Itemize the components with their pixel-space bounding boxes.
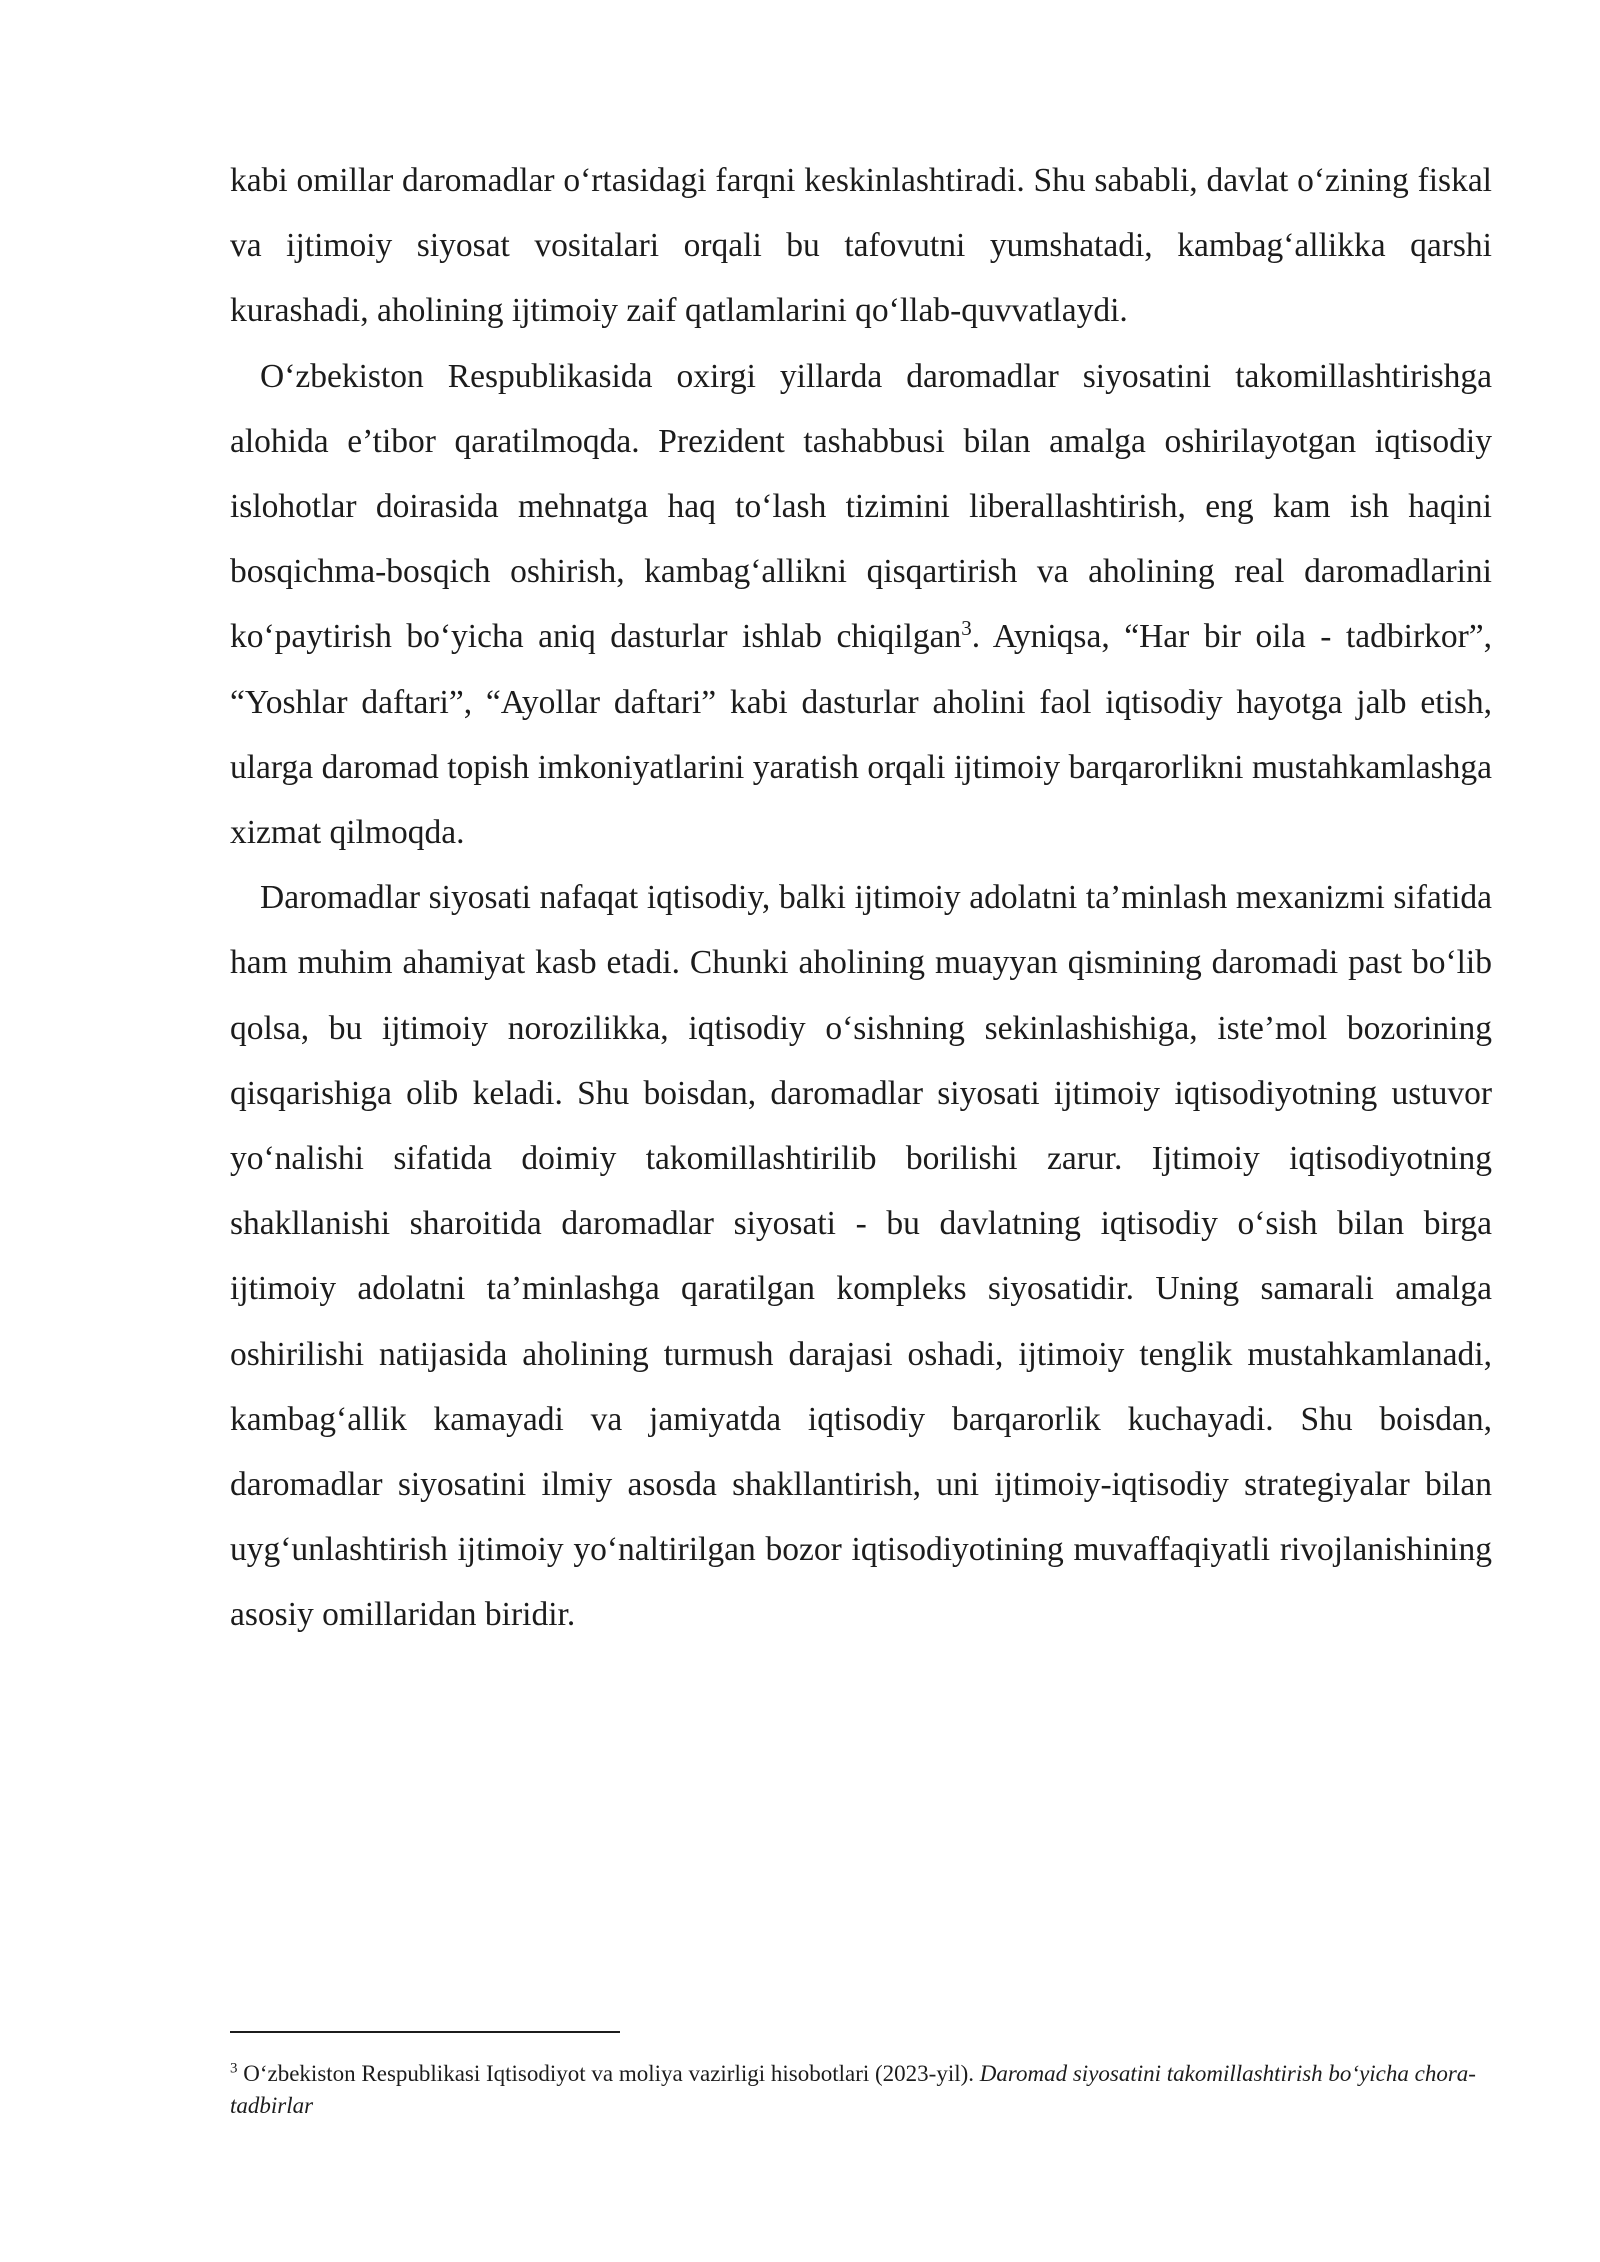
footnote-italic-title: Daromad siyosatini takomillashtirish bo‘yicha chora-tadbirlar <box>230 2061 1476 2118</box>
footnote-separator <box>230 2031 620 2033</box>
paragraph-uzbekistan-income-policy <box>230 344 1492 866</box>
paragraph-text-before-ref: O‘zbekiston Respublikasida oxirgi yillarda daromadlar siyosatini takomillashtirishga alohida e’tibor qaratilmoqda. Prezident tashabbusi bilan amalga oshirilayotgan iqtisodiy islohotlar doirasida mehnatga haq to‘lash tizimini liberallashtirish, eng kam ish haqini bosqichma-bosqich oshirish, kambag‘allikni qisqartirish va aholining real daromadlarini ko‘paytirish bo‘yicha aniq dasturlar ishlab chiqilgan <box>230 357 1492 656</box>
paragraph-social-justice: Daromadlar siyosati nafaqat iqtisodiy, balki ijtimoiy adolatni ta’minlash mexanizmi sifatida ham muhim ahamiyat kasb etadi. Chunki aholining muayyan qismining daromadi past bo‘lib qolsa, bu ijtimoiy norozilikka, iqtisodiy o‘sishning sekinlashishiga, iste’mol bozorining qisqarishiga olib keladi. Shu boisdan, daromadlar siyosati ijtimoiy iqtisodiyotning ustuvor yo‘nalishi sifatida doimiy takomillashtirilib borilishi zarur. Ijtimoiy iqtisodiyotning shakllanishi sharoitida daromadlar siyosati - bu davlatning iqtisodiy o‘sish bilan birga ijtimoiy adolatni ta’minlashga qaratilgan kompleks siyosatidir. Uning samarali amalga oshirilishi natijasida aholining turmush darajasi oshadi, ijtimoiy tenglik mustahkamlanadi, kambag‘allik kamayadi va jamiyatda iqtisodiy barqarorlik kuchayadi. Shu boisdan, daromadlar siyosatini ilmiy asosda shakllantirish, uni ijtimoiy-iqtisodiy strategiyalar bilan uyg‘unlashtirish ijtimoiy yo‘naltirilgan bozor iqtisodiyotining muvaffaqiyatli rivojlanishining asosiy omillaridan biridir. <box>230 879 1492 1634</box>
footnote-number: 3 <box>230 2060 238 2077</box>
body-text <box>230 148 1492 1648</box>
footnote-reference[interactable]: 3 <box>961 616 972 641</box>
paragraph-continuation: kabi omillar daromadlar o‘rtasidagi farqni keskinlashtiradi. Shu sababli, davlat o‘zining fiskal va ijtimoiy siyosat vositalari orqali bu tafovutni yumshatadi, kambag‘allikka qarshi kurashadi, aholining ijtimoiy zaif qatlamlarini qo‘llab-quvvatlaydi. <box>230 162 1492 330</box>
footnote-text: O‘zbekiston Respublikasi Iqtisodiyot va moliya vazirligi hisobotlari (2023-yil). <box>243 2061 980 2086</box>
footnote <box>230 2058 1492 2122</box>
paragraph-text-after-ref: . Ayniqsa, “Har bir oila - tadbirkor”, “Yoshlar daftari”, “Ayollar daftari” kabi dasturlar aholini faol iqtisodiy hayotga jalb etish, ularga daromad topish imkoniyatlarini yaratish orqali ijtimoiy barqarorlikni mustahkamlashga xizmat qilmoqda. <box>230 618 1492 852</box>
